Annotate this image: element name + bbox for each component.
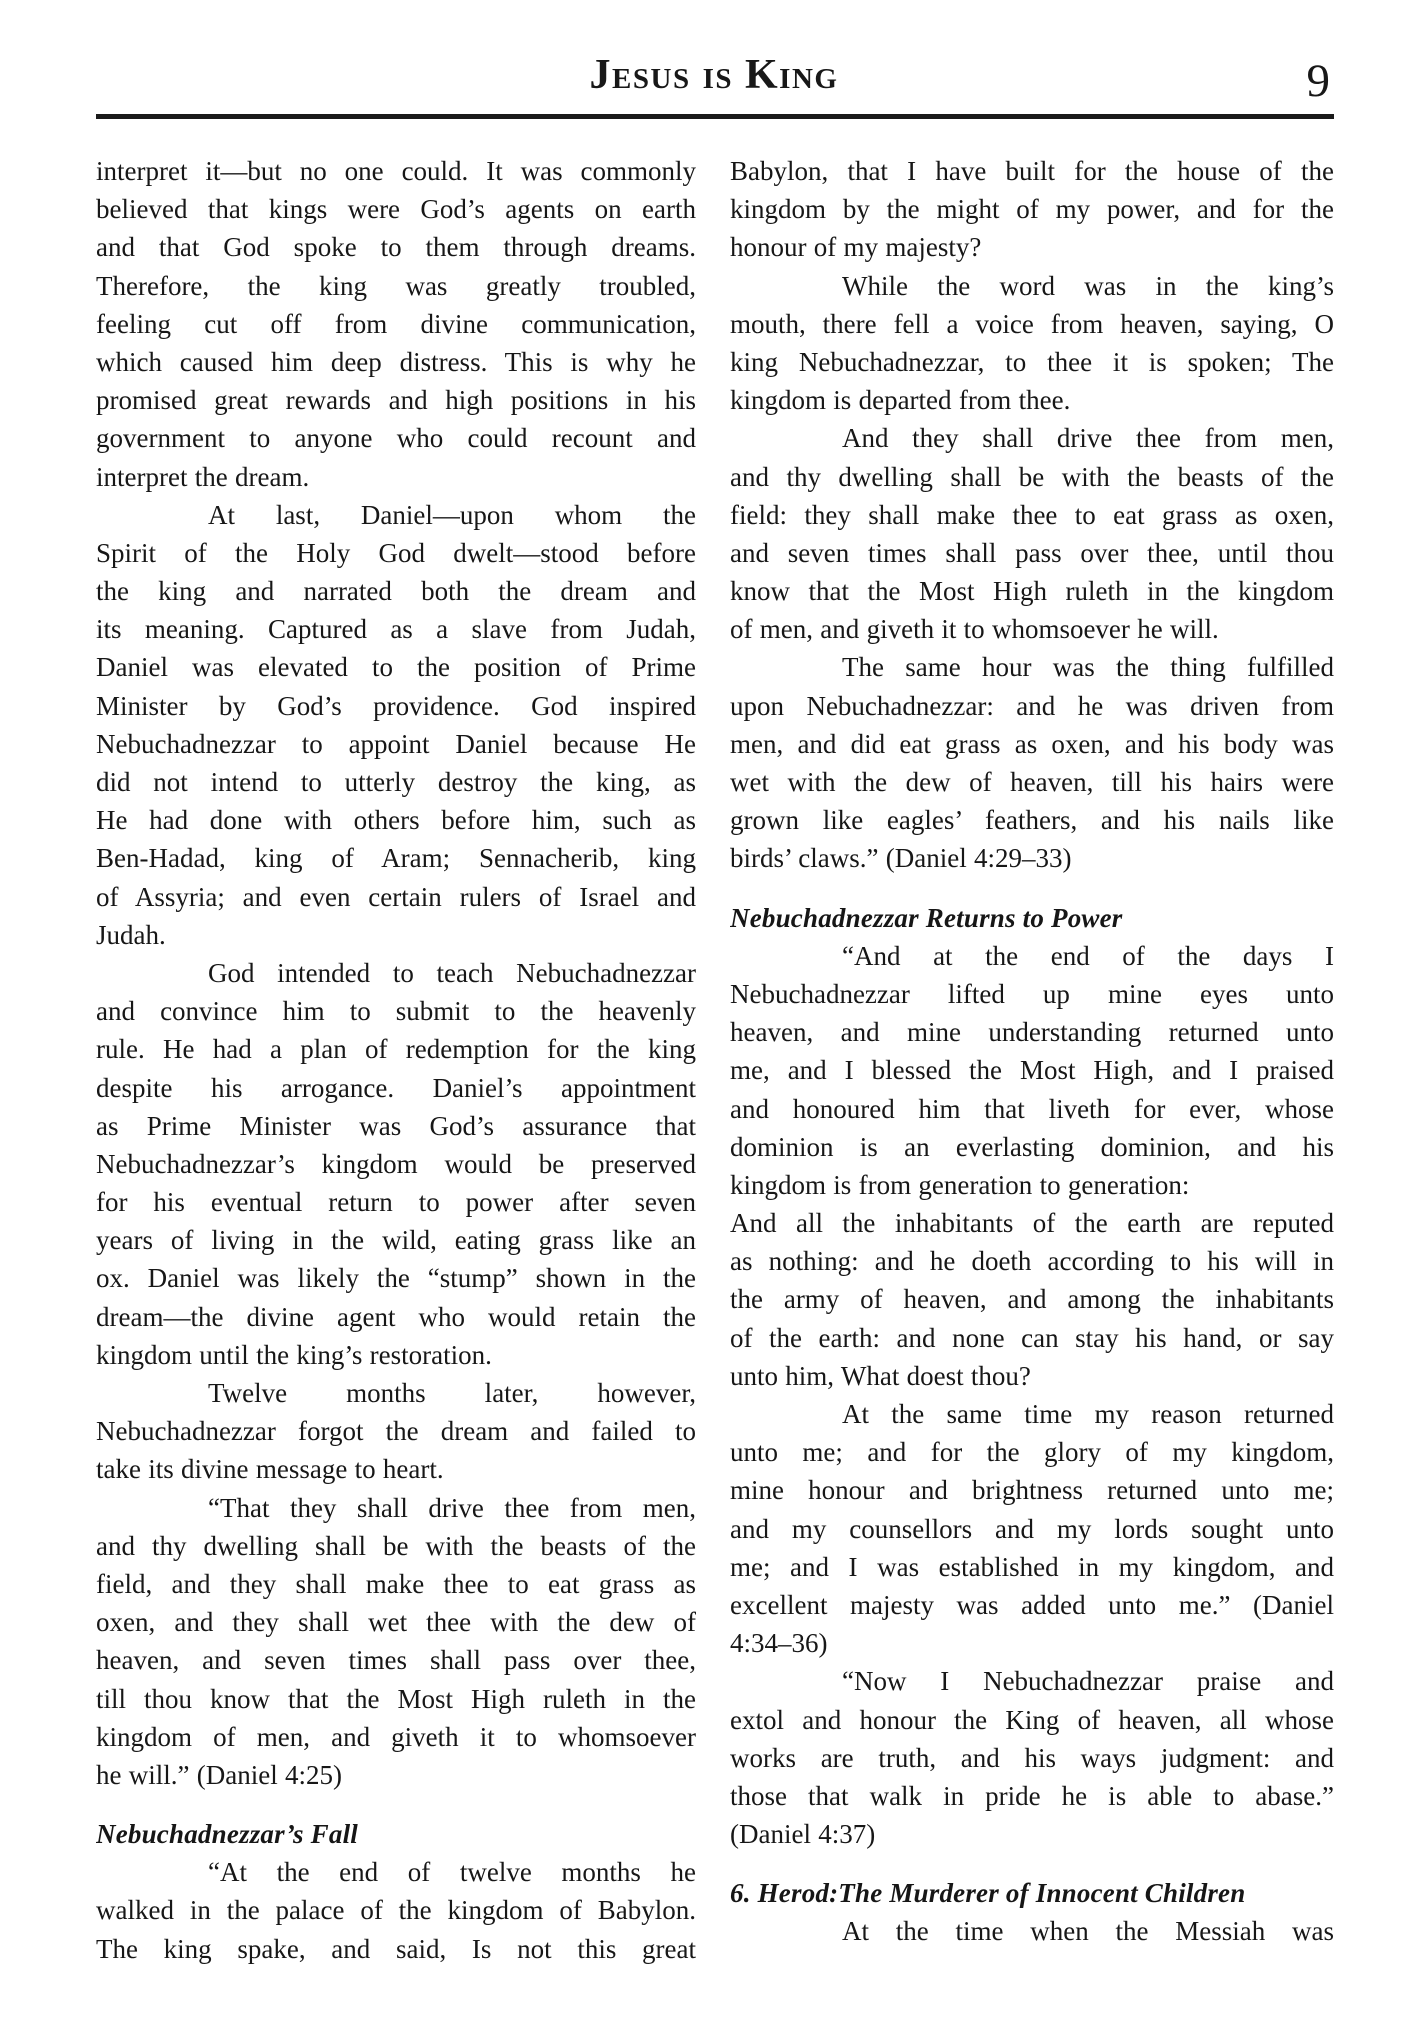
text-line: kingdom is departed from thee. bbox=[730, 385, 1071, 416]
text-line: God intended to teach Nebuchadnezzar bbox=[208, 957, 696, 988]
text-line: men, and did eat grass as oxen, and his body was bbox=[730, 728, 1334, 759]
text-line: and convince him to submit to the heavenly bbox=[96, 996, 696, 1027]
text-line: Nebuchadnezzar to appoint Daniel because He bbox=[96, 728, 696, 759]
text-line: government to anyone who could recount and bbox=[96, 423, 696, 454]
text-line: for his eventual return to power after seven bbox=[96, 1187, 696, 1218]
text-line: kingdom is from generation to generation: bbox=[730, 1169, 1190, 1200]
text-line: grown like eagles’ feathers, and his nails like bbox=[730, 805, 1334, 836]
section-heading: Nebuchadnezzar Returns to Power bbox=[730, 902, 1123, 933]
section-heading: Nebuchadnezzar’s Fall bbox=[96, 1819, 358, 1850]
text-line: Minister by God’s providence. God inspired bbox=[96, 690, 696, 721]
text-line: kingdom of men, and giveth it to whomsoever bbox=[96, 1721, 696, 1752]
text-line: And all the inhabitants of the earth are reputed bbox=[730, 1208, 1334, 1239]
text-line: interpret the dream. bbox=[96, 461, 310, 492]
text-line: Daniel was elevated to the position of Prime bbox=[96, 652, 696, 683]
text-line: “Now I Nebuchadnezzar praise and bbox=[842, 1666, 1334, 1697]
text-line: years of living in the wild, eating grass like an bbox=[96, 1225, 696, 1256]
text-line: Nebuchadnezzar forgot the dream and failed to bbox=[96, 1416, 696, 1447]
text-line: mine honour and brightness returned unto me; bbox=[730, 1475, 1334, 1506]
text-line: and honoured him that liveth for ever, whose bbox=[730, 1093, 1334, 1124]
text-line: Ben-Hadad, king of Aram; Sennacherib, king bbox=[96, 843, 696, 874]
text-line: and that God spoke to them through dreams. bbox=[96, 232, 696, 263]
text-line: And they shall drive thee from men, bbox=[842, 423, 1334, 454]
page-number: 9 bbox=[1306, 55, 1330, 107]
text-line: he will.” (Daniel 4:25) bbox=[96, 1759, 343, 1790]
text-line: honour of my majesty? bbox=[730, 232, 982, 263]
text-line: of the earth: and none can stay his hand, or say bbox=[730, 1322, 1334, 1353]
text-line: “That they shall drive thee from men, bbox=[208, 1492, 696, 1523]
text-line: which caused him deep distress. This is why he bbox=[96, 346, 696, 377]
text-line: extol and honour the King of heaven, all whose bbox=[730, 1704, 1334, 1735]
text-line: and thy dwelling shall be with the beasts of the bbox=[96, 1530, 696, 1561]
text-line: “At the end of twelve months he bbox=[208, 1857, 696, 1888]
text-line: Judah. bbox=[96, 919, 166, 950]
text-line: While the word was in the king’s bbox=[842, 270, 1334, 301]
text-column-left bbox=[96, 152, 696, 1992]
text-line: its meaning. Captured as a slave from Judah, bbox=[96, 614, 696, 645]
text-line: dream—the divine agent who would retain the bbox=[96, 1301, 696, 1332]
text-line: of men, and giveth it to whomsoever he will. bbox=[730, 614, 1219, 645]
text-line: Spirit of the Holy God dwelt—stood before bbox=[96, 537, 696, 568]
text-line: Nebuchadnezzar lifted up mine eyes unto bbox=[730, 978, 1334, 1009]
text-line: take its divine message to heart. bbox=[96, 1454, 444, 1485]
text-line: kingdom until the king’s restoration. bbox=[96, 1339, 492, 1370]
text-line: (Daniel 4:37) bbox=[730, 1819, 876, 1850]
text-line: heaven, and mine understanding returned unto bbox=[730, 1017, 1334, 1048]
text-line: Twelve months later, however, bbox=[208, 1378, 696, 1408]
text-line: Therefore, the king was greatly troubled, bbox=[96, 270, 696, 301]
text-line: At the time when the Messiah was bbox=[842, 1916, 1334, 1947]
text-line: and my counsellors and my lords sought unto bbox=[730, 1513, 1334, 1544]
text-line: feeling cut off from divine communication, bbox=[96, 308, 696, 339]
text-line: king Nebuchadnezzar, to thee it is spoken; The bbox=[730, 346, 1334, 377]
text-line: as nothing: and he doeth according to his will in bbox=[730, 1246, 1334, 1277]
text-line: birds’ claws.” (Daniel 4:29–33) bbox=[730, 843, 1072, 874]
header-divider-rule bbox=[96, 114, 1334, 119]
running-header bbox=[0, 50, 1428, 106]
text-line: field: they shall make thee to eat grass as oxen, bbox=[730, 499, 1334, 530]
text-line: The same hour was the thing fulfilled bbox=[842, 652, 1334, 683]
text-line: works are truth, and his ways judgment: and bbox=[730, 1742, 1334, 1773]
text-line: 4:34–36) bbox=[730, 1628, 828, 1659]
text-line: me; and I was established in my kingdom, and bbox=[730, 1551, 1334, 1582]
text-line: me, and I blessed the Most High, and I praised bbox=[730, 1055, 1334, 1086]
text-line: The king spake, and said, Is not this great bbox=[96, 1933, 696, 1964]
text-line: wet with the dew of heaven, till his hairs were bbox=[730, 767, 1334, 797]
text-line: and thy dwelling shall be with the beasts of the bbox=[730, 461, 1334, 492]
text-line: At last, Daniel—upon whom the bbox=[208, 499, 696, 530]
text-line: oxen, and they shall wet thee with the dew of bbox=[96, 1607, 696, 1638]
text-line: those that walk in pride he is able to abase.” bbox=[730, 1780, 1334, 1811]
text-line: walked in the palace of the kingdom of Babylon. bbox=[96, 1895, 696, 1926]
text-line: mouth, there fell a voice from heaven, saying, O bbox=[730, 308, 1334, 339]
text-line: Babylon, that I have built for the house of the bbox=[730, 156, 1334, 186]
text-line: till thou know that the Most High ruleth in the bbox=[96, 1683, 696, 1714]
text-line: Nebuchadnezzar’s kingdom would be preserved bbox=[96, 1148, 696, 1179]
text-line: kingdom by the might of my power, and for the bbox=[730, 194, 1334, 225]
text-column-right bbox=[730, 152, 1334, 1992]
text-line: despite his arrogance. Daniel’s appointment bbox=[96, 1072, 696, 1103]
text-line: promised great rewards and high positions in his bbox=[96, 385, 696, 416]
text-line: ox. Daniel was likely the “stump” shown in the bbox=[96, 1263, 696, 1294]
text-line: At the same time my reason returned bbox=[842, 1399, 1334, 1429]
text-line: rule. He had a plan of redemption for the king bbox=[96, 1034, 696, 1065]
text-line: dominion is an everlasting dominion, and his bbox=[730, 1131, 1334, 1162]
text-line: believed that kings were God’s agents on earth bbox=[96, 194, 696, 225]
text-line: unto him, What doest thou? bbox=[730, 1360, 1031, 1391]
text-line: heaven, and seven times shall pass over thee, bbox=[96, 1645, 696, 1676]
text-line: excellent majesty was added unto me.” (Daniel bbox=[730, 1589, 1334, 1620]
text-line: of Assyria; and even certain rulers of Israel and bbox=[96, 881, 696, 912]
text-line: know that the Most High ruleth in the kingdom bbox=[730, 576, 1334, 607]
text-line: the army of heaven, and among the inhabitants bbox=[730, 1284, 1334, 1315]
text-line: field, and they shall make thee to eat grass as bbox=[96, 1568, 696, 1599]
text-line: did not intend to utterly destroy the king, as bbox=[96, 767, 696, 797]
text-line: and seven times shall pass over thee, until thou bbox=[730, 537, 1334, 568]
text-line: as Prime Minister was God’s assurance that bbox=[96, 1110, 696, 1141]
text-line: upon Nebuchadnezzar: and he was driven from bbox=[730, 690, 1334, 721]
page-title: Jesus is King bbox=[589, 52, 839, 98]
text-line: “And at the end of the days I bbox=[842, 940, 1334, 971]
text-line: the king and narrated both the dream and bbox=[96, 576, 696, 607]
text-line: unto me; and for the glory of my kingdom, bbox=[730, 1437, 1334, 1468]
text-line: He had done with others before him, such as bbox=[96, 805, 696, 836]
text-line: interpret it—but no one could. It was commonly bbox=[96, 156, 696, 186]
section-heading: 6. Herod:The Murderer of Innocent Children bbox=[730, 1878, 1246, 1909]
